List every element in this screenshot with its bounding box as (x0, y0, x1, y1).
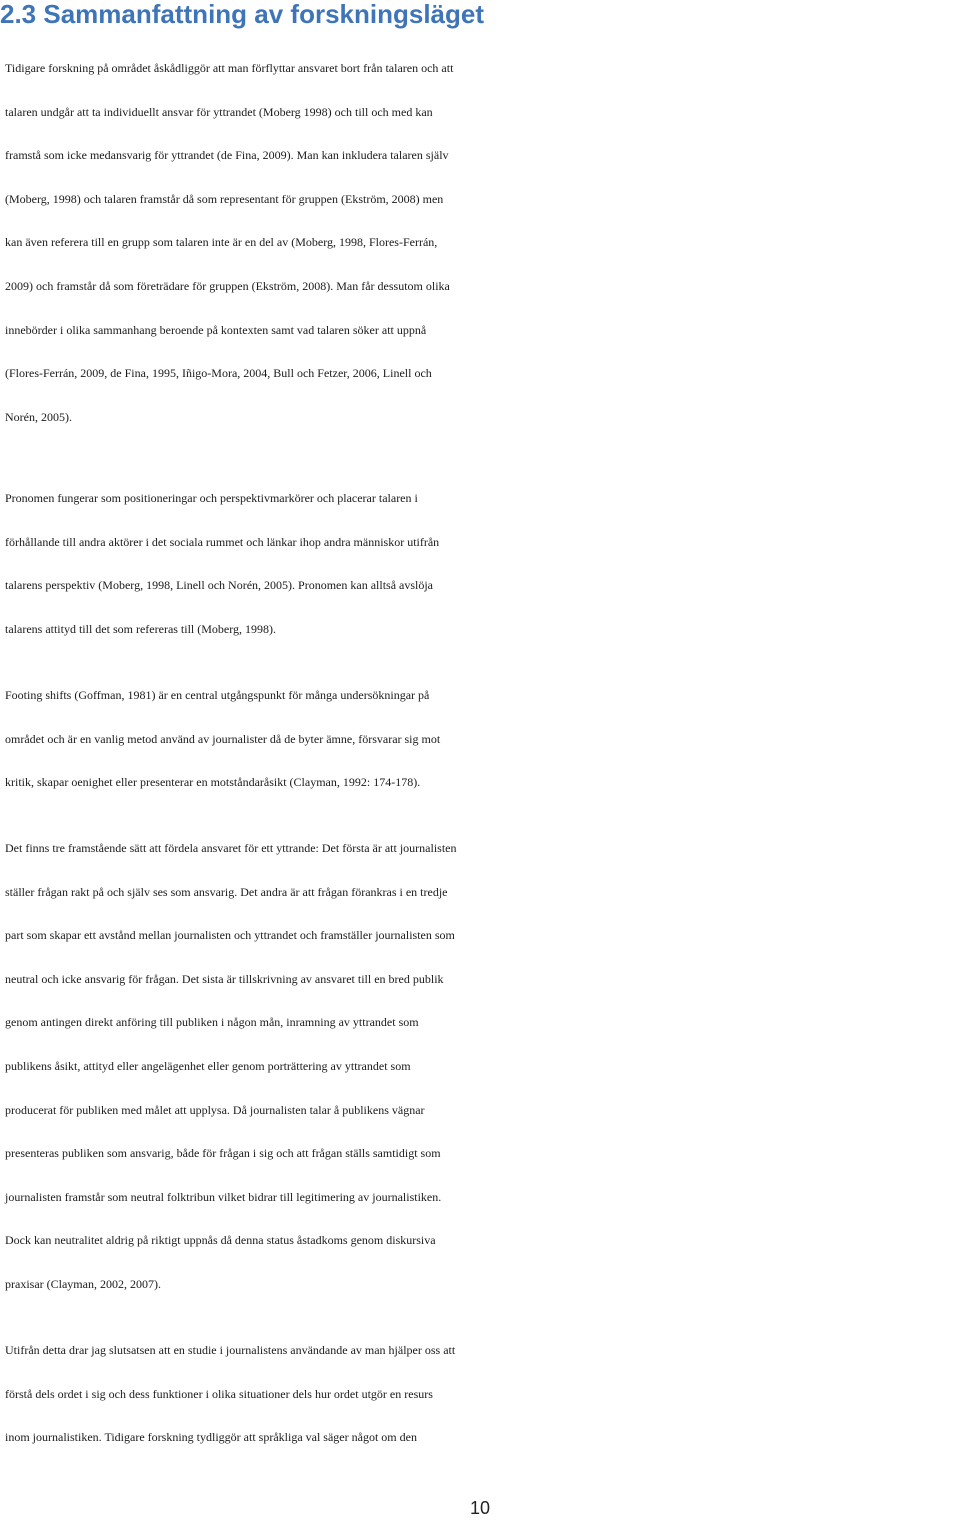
paragraph-footing-shifts (5, 674, 960, 805)
paragraph-line: neutral och icke ansvarig för frågan. Det sista är tillskrivning av ansvaret till en bred publik (5, 971, 444, 986)
paragraph-line: talarens attityd till det som refereras till (Moberg, 1998). (5, 621, 277, 636)
paragraph-line: området och är en vanlig metod använd av journalister då de byter ämne, försvarar sig mot (5, 731, 441, 746)
paragraph-line: part som skapar ett avstånd mellan journalisten och yttrandet och framställer journalisten som (5, 928, 455, 943)
paragraph-line: förhållande till andra aktörer i det sociala rummet och länkar ihop andra människor utifrån (5, 534, 440, 549)
paragraph-line: talarens perspektiv (Moberg, 1998, Linell och Norén, 2005). Pronomen kan alltså avslöja (5, 578, 434, 593)
section-heading: 2.3 Sammanfattning av forskningsläget (0, 0, 485, 29)
paragraph-line: framstå som icke medansvarig för yttrandet (de Fina, 2009). Man kan inkludera talaren själv (5, 148, 449, 163)
paragraph-line: (Flores-Ferrán, 2009, de Fina, 1995, Iñigo-Mora, 2004, Bull och Fetzer, 2006, Linell och (5, 366, 432, 381)
paragraph-line: kan även referera till en grupp som talaren inte är en del av (Moberg, 1998, Flores-Ferrán, (5, 235, 438, 250)
paragraph-line: Utifrån detta drar jag slutsatsen att en studie i journalistens användande av man hjälper oss att (5, 1343, 456, 1357)
paragraph-line: (Moberg, 1998) och talaren framstår då som representant för gruppen (Ekström, 2008) men (5, 191, 444, 206)
paragraph-line: Pronomen fungerar som positioneringar och perspektivmarkörer och placerar talaren i (5, 491, 418, 505)
paragraph-line: ställer frågan rakt på och själv ses som ansvarig. Det andra är att frågan förankras i en tredje (5, 884, 448, 899)
paragraph-line: Dock kan neutralitet aldrig på riktigt uppnås då denna status åstadkoms genom diskursiva (5, 1233, 436, 1248)
paragraph-pronouns (5, 477, 960, 651)
paragraph-line: praxisar (Clayman, 2002, 2007). (5, 1276, 161, 1291)
paragraph-line: förstå dels ordet i sig och dess funktioner i olika situationer dels hur ordet utgör en resurs (5, 1386, 433, 1401)
page-number: 10 (469, 1498, 491, 1518)
paragraph-line: Tidigare forskning på området åskådliggör att man förflyttar ansvaret bort från talaren och att (5, 61, 454, 75)
paragraph-line: talaren undgår att ta individuellt ansvar för yttrandet (Moberg 1998) och till och med kan (5, 104, 433, 119)
paragraph-line: publikens åsikt, attityd eller angelägenhet eller genom porträttering av yttrandet som (5, 1058, 411, 1073)
paragraph-research-summary (5, 47, 960, 439)
paragraph-line: innebörder i olika sammanhang beroende på kontexten samt vad talaren söker att uppnå (5, 322, 427, 337)
paragraph-responsibility (5, 827, 960, 1307)
paragraph-line: presenteras publiken som ansvarig, både för frågan i sig och att frågan ställs samtidigt som (5, 1146, 441, 1161)
paragraph-line: genom antingen direkt anföring till publiken i någon mån, inramning av yttrandet som (5, 1015, 419, 1030)
paragraph-line: kritik, skapar oenighet eller presenterar en motståndaråsikt (Clayman, 1992: 174-178). (5, 775, 421, 790)
paragraph-line: Footing shifts (Goffman, 1981) är en central utgångspunkt för många undersökningar på (5, 688, 430, 702)
paragraph-line: Det finns tre framstående sätt att fördela ansvaret för ett yttrande: Det första är att journalisten (5, 841, 457, 855)
paragraph-line: producerat för publiken med målet att upplysa. Då journalisten talar å publikens vägnar (5, 1102, 425, 1117)
paragraph-line: inom journalistiken. Tidigare forskning tydliggör att språkliga val säger något om den (5, 1430, 417, 1445)
paragraph-line: Norén, 2005). (5, 409, 72, 424)
paragraph-conclusion (5, 1329, 960, 1460)
paragraph-line: journalisten framstår som neutral folktribun vilket bidrar till legitimering av journalistiken. (5, 1189, 442, 1204)
paragraph-line: 2009) och framstår då som företrädare för gruppen (Ekström, 2008). Man får dessutom olika (5, 278, 450, 293)
